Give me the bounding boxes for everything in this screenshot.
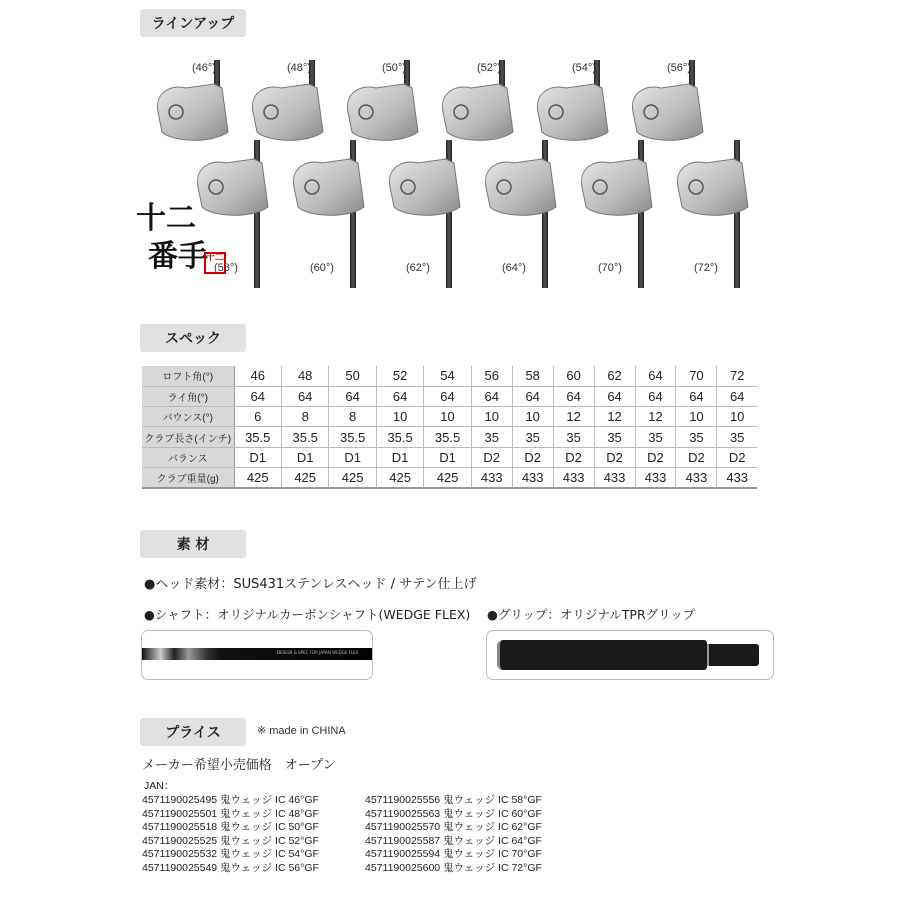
jan-entry: 4571190025563 鬼ウェッジ IC 60°GF: [365, 807, 542, 820]
section-header-price: プライス: [140, 718, 246, 746]
head-material: ●ヘッド素材：SUS431ステンレスヘッド / サテン仕上げ: [144, 577, 477, 592]
spec-cell: D2: [717, 447, 757, 467]
spec-table: [142, 366, 757, 489]
grip-image: [486, 630, 774, 680]
jan-entry: 4571190025549 鬼ウェッジ IC 56°GF: [142, 861, 319, 874]
spec-cell: 35: [635, 427, 676, 447]
jan-entry: 4571190025501 鬼ウェッジ IC 48°GF: [142, 807, 319, 820]
jan-entry: 4571190025525 鬼ウェッジ IC 52°GF: [142, 834, 319, 847]
spec-cell: D2: [471, 447, 512, 467]
spec-cell: 35: [717, 427, 757, 447]
spec-cell: 35: [553, 427, 594, 447]
spec-cell: 10: [676, 407, 717, 427]
spec-cell: D2: [676, 447, 717, 467]
spec-cell: 56: [471, 366, 512, 386]
spec-cell: 8: [329, 407, 376, 427]
spec-row-label: クラブ長さ(インチ): [142, 427, 234, 447]
spec-cell: 48: [281, 366, 328, 386]
spec-cell: 35: [471, 427, 512, 447]
spec-cell: 50: [329, 366, 376, 386]
spec-cell: 433: [635, 467, 676, 487]
wedge-head: [480, 157, 560, 217]
spec-cell: 64: [424, 386, 471, 406]
spec-cell: D2: [553, 447, 594, 467]
spec-cell: D1: [234, 447, 281, 467]
spec-cell: D1: [329, 447, 376, 467]
loft-label: (72°): [694, 262, 718, 274]
spec-cell: 58: [512, 366, 553, 386]
spec-cell: 10: [376, 407, 423, 427]
jan-entry: 4571190025587 鬼ウェッジ IC 64°GF: [365, 834, 542, 847]
shaft-print: DESIGN & SPEC FOR JAPAN WEDGE FLEX: [277, 650, 359, 655]
spec-cell: 10: [512, 407, 553, 427]
spec-cell: 62: [594, 366, 635, 386]
jan-entry: 4571190025594 鬼ウェッジ IC 70°GF: [365, 848, 542, 861]
spec-cell: 35: [512, 427, 553, 447]
spec-row-label: バランス: [142, 447, 234, 467]
spec-cell: 8: [281, 407, 328, 427]
spec-cell: 64: [594, 386, 635, 406]
wedge-head: [247, 82, 327, 142]
spec-row-label: バウンス(°): [142, 407, 234, 427]
jan-entry: 4571190025518 鬼ウェッジ IC 50°GF: [142, 821, 319, 834]
shaft-material: ●シャフト：オリジナルカーボンシャフト(WEDGE FLEX): [144, 607, 471, 622]
wedge-head: [384, 157, 464, 217]
jan-entry: 4571190025600 鬼ウェッジ IC 72°GF: [365, 861, 542, 874]
wedge-head: [627, 82, 707, 142]
spec-cell: 35.5: [424, 427, 471, 447]
spec-cell: 64: [676, 386, 717, 406]
spec-cell: 12: [635, 407, 676, 427]
loft-label: (70°): [598, 262, 622, 274]
loft-label: (62°): [406, 262, 430, 274]
loft-label: (64°): [502, 262, 526, 274]
spec-cell: 35.5: [376, 427, 423, 447]
wedge-head: [576, 157, 656, 217]
loft-label: (52°): [477, 62, 501, 74]
spec-cell: 425: [281, 467, 328, 487]
spec-cell: 35.5: [329, 427, 376, 447]
loft-label: (60°): [310, 262, 334, 274]
loft-label: (58°): [214, 262, 238, 274]
spec-cell: D2: [512, 447, 553, 467]
spec-cell: D2: [594, 447, 635, 467]
spec-cell: 10: [717, 407, 757, 427]
loft-label: (56°): [667, 62, 691, 74]
loft-label: (46°): [192, 62, 216, 74]
spec-cell: 433: [676, 467, 717, 487]
jan-label: JAN：: [144, 780, 175, 792]
wedge-head: [532, 82, 612, 142]
spec-cell: 433: [471, 467, 512, 487]
spec-cell: 64: [471, 386, 512, 406]
spec-cell: 35.5: [234, 427, 281, 447]
spec-cell: 64: [553, 386, 594, 406]
wedge-head: [437, 82, 517, 142]
spec-cell: 70: [676, 366, 717, 386]
jan-entry: 4571190025556 鬼ウェッジ IC 58°GF: [365, 794, 542, 806]
spec-cell: 64: [376, 386, 423, 406]
section-header-lineup: ラインアップ: [140, 9, 246, 37]
spec-cell: 425: [376, 467, 423, 487]
spec-cell: 46: [234, 366, 281, 386]
made-in-note: ※ made in CHINA: [257, 725, 346, 737]
spec-cell: 433: [512, 467, 553, 487]
spec-cell: 425: [424, 467, 471, 487]
spec-cell: 64: [635, 386, 676, 406]
spec-cell: 425: [329, 467, 376, 487]
spec-cell: 64: [329, 386, 376, 406]
shaft-image: [141, 630, 373, 680]
spec-cell: 64: [512, 386, 553, 406]
spec-cell: 6: [234, 407, 281, 427]
spec-row: [142, 386, 757, 406]
spec-cell: 12: [594, 407, 635, 427]
spec-cell: D1: [281, 447, 328, 467]
spec-cell: 12: [553, 407, 594, 427]
spec-cell: 64: [717, 386, 757, 406]
spec-cell: 60: [553, 366, 594, 386]
jan-list-right: [365, 794, 542, 876]
wedge-head: [152, 82, 232, 142]
spec-cell: 10: [471, 407, 512, 427]
spec-cell: 425: [234, 467, 281, 487]
jan-entry: 4571190025532 鬼ウェッジ IC 54°GF: [142, 848, 319, 861]
spec-row: [142, 366, 757, 386]
loft-label: (54°): [572, 62, 596, 74]
spec-cell: 54: [424, 366, 471, 386]
grip-material: ●グリップ：オリジナルTPRグリップ: [487, 607, 696, 622]
wedge-head: [672, 157, 752, 217]
spec-cell: D1: [376, 447, 423, 467]
spec-row: [142, 447, 757, 467]
spec-cell: 64: [234, 386, 281, 406]
spec-cell: 52: [376, 366, 423, 386]
spec-cell: 35: [594, 427, 635, 447]
jan-list-left: [142, 794, 319, 876]
spec-cell: 433: [717, 467, 757, 487]
spec-row-label: クラブ重量(g): [142, 467, 234, 487]
jan-entry: 4571190025495 鬼ウェッジ IC 46°GF: [142, 794, 319, 806]
brand-logo: 十二 番手 十二: [136, 201, 225, 274]
section-header-spec: スペック: [140, 324, 246, 352]
spec-cell: 10: [424, 407, 471, 427]
wedge-head: [342, 82, 422, 142]
wedge-head: [288, 157, 368, 217]
spec-cell: D1: [424, 447, 471, 467]
spec-row-label: ロフト角(°): [142, 366, 234, 386]
spec-row: [142, 407, 757, 427]
loft-label: (48°): [287, 62, 311, 74]
spec-row-label: ライ角(°): [142, 386, 234, 406]
spec-cell: 35: [676, 427, 717, 447]
retail-price: メーカー希望小売価格 オープン: [142, 758, 336, 773]
spec-cell: 64: [635, 366, 676, 386]
spec-cell: 433: [594, 467, 635, 487]
section-header-material: 素 材: [140, 530, 246, 558]
jan-entry: 4571190025570 鬼ウェッジ IC 62°GF: [365, 821, 542, 834]
spec-cell: D2: [635, 447, 676, 467]
spec-cell: 35.5: [281, 427, 328, 447]
loft-label: (50°): [382, 62, 406, 74]
spec-cell: 72: [717, 366, 757, 386]
spec-cell: 64: [281, 386, 328, 406]
spec-row: [142, 467, 757, 487]
spec-cell: 433: [553, 467, 594, 487]
spec-row: [142, 427, 757, 447]
